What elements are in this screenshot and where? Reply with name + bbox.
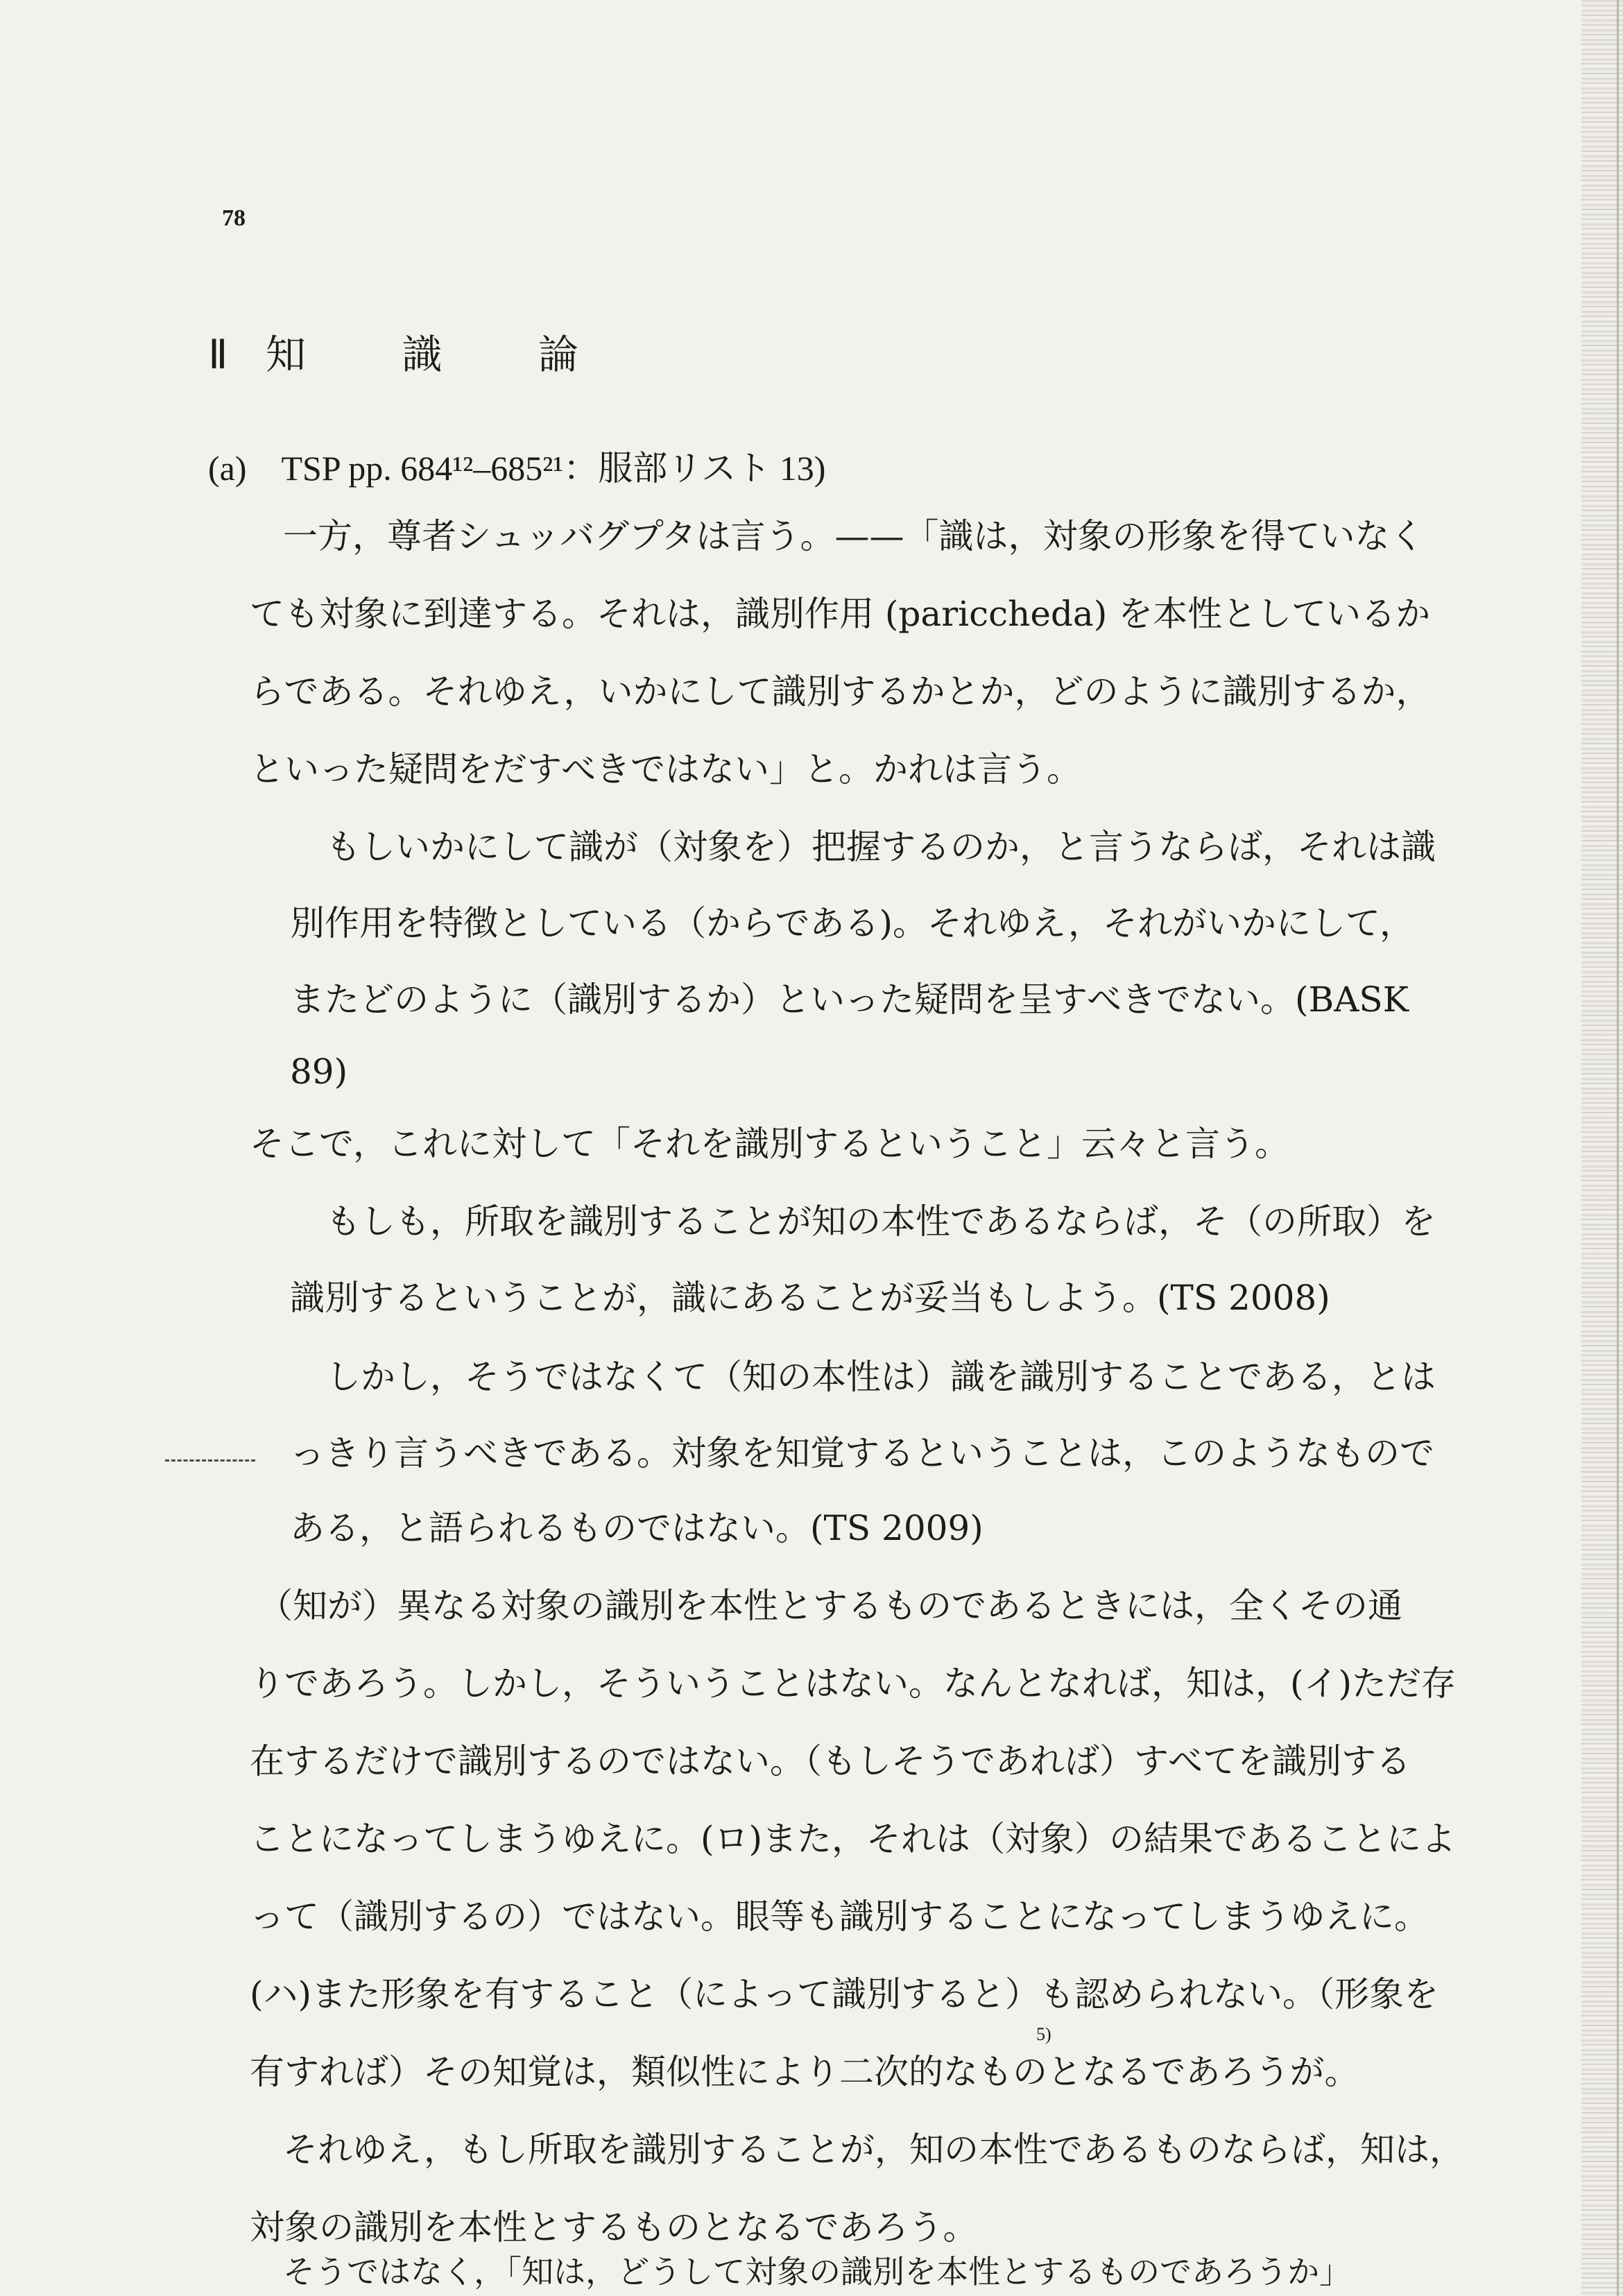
quote-line: 89) — [290, 1052, 348, 1092]
text-line: 有すれば）その知覚は，類似性により二次的なものとなるであろうが。 — [250, 2052, 1359, 2092]
quote-line: 別作用を特徴としている（からである)。それゆえ，それがいかにして， — [290, 903, 1415, 943]
text-line: ても対象に到達する。それは，識別作用 (pariccheda) を本性としているか — [250, 594, 1431, 634]
text-line: ことになってしまうゆえに。(ロ)また，それは（対象）の結果であることによ — [250, 1819, 1457, 1859]
quote-line: っきり言うべきである。対象を知覚するということは，このようなもので — [290, 1433, 1434, 1473]
text-line: そこで，これに対して「それを識別するということ」云々と言う。 — [250, 1124, 1289, 1164]
text-line: 対象の識別を本性とするものとなるであろう。 — [250, 2207, 978, 2247]
section-heading — [208, 322, 578, 380]
quote-line: またどのように（識別するか）といった疑問を呈すべきでない。(BASK — [290, 979, 1409, 1020]
quote-line: もしも，所取を識別することが知の本性であるならば，そ（の所取）を — [326, 1201, 1436, 1242]
citation-line: (a) TSP pp. 684¹²–685²¹：服部リスト 13) — [208, 449, 826, 488]
section-roman-numeral: Ⅱ — [208, 332, 228, 377]
quote-line: ある，と語られるものではない。(TS 2009) — [290, 1508, 984, 1548]
quote-line: 識別するということが，識にあることが妥当もしよう。(TS 2008) — [290, 1278, 1330, 1318]
quote-line: しかし，そうではなくて（知の本性は）識を識別することである，とは — [326, 1357, 1436, 1397]
text-line: といった疑問をだすべきではない」と。かれは言う。 — [250, 749, 1081, 789]
text-line: （知が）異なる対象の識別を本性とするものであるときには，全くその通 — [258, 1586, 1402, 1626]
section-title-char-3: 論 — [538, 331, 578, 378]
section-title-char-1: 知 — [265, 331, 306, 378]
text-line: (ハ)また形象を有すること（によって識別すると）も認められない。（形象を — [250, 1974, 1439, 2014]
section-title-char-2: 識 — [402, 331, 443, 378]
text-line: って（識別するの）ではない。眼等も識別することになってしまうゆえに。 — [250, 1896, 1429, 1937]
margin-dash-mark — [165, 1459, 255, 1462]
quote-line: もしいかにして識が（対象を）把握するのか，と言うならば，それは識 — [326, 827, 1436, 867]
text-line: そうではなく，「知は，どうして対象の識別を本性とするものであろうか」 — [283, 2253, 1352, 2290]
text-line: それゆえ，もし所取を識別することが，知の本性であるものならば，知は， — [283, 2130, 1464, 2170]
scan-edge-rule — [1617, 0, 1619, 2296]
text-line: 一方，尊者シュッバグプタは言う。——「識は，対象の形象を得ていなく — [283, 516, 1425, 556]
text-line: らである。それゆえ，いかにして識別するかとか，どのように識別するか， — [250, 671, 1431, 712]
page-number: 78 — [222, 205, 246, 231]
footnote-reference: 5) — [1036, 2024, 1051, 2044]
text-line: りであろう。しかし，そういうことはない。なんとなれば，知は，(イ)ただ存 — [250, 1663, 1457, 1704]
text-line: 在するだけで識別するのではない。（もしそうであれば）すべてを識別する — [250, 1741, 1411, 1781]
